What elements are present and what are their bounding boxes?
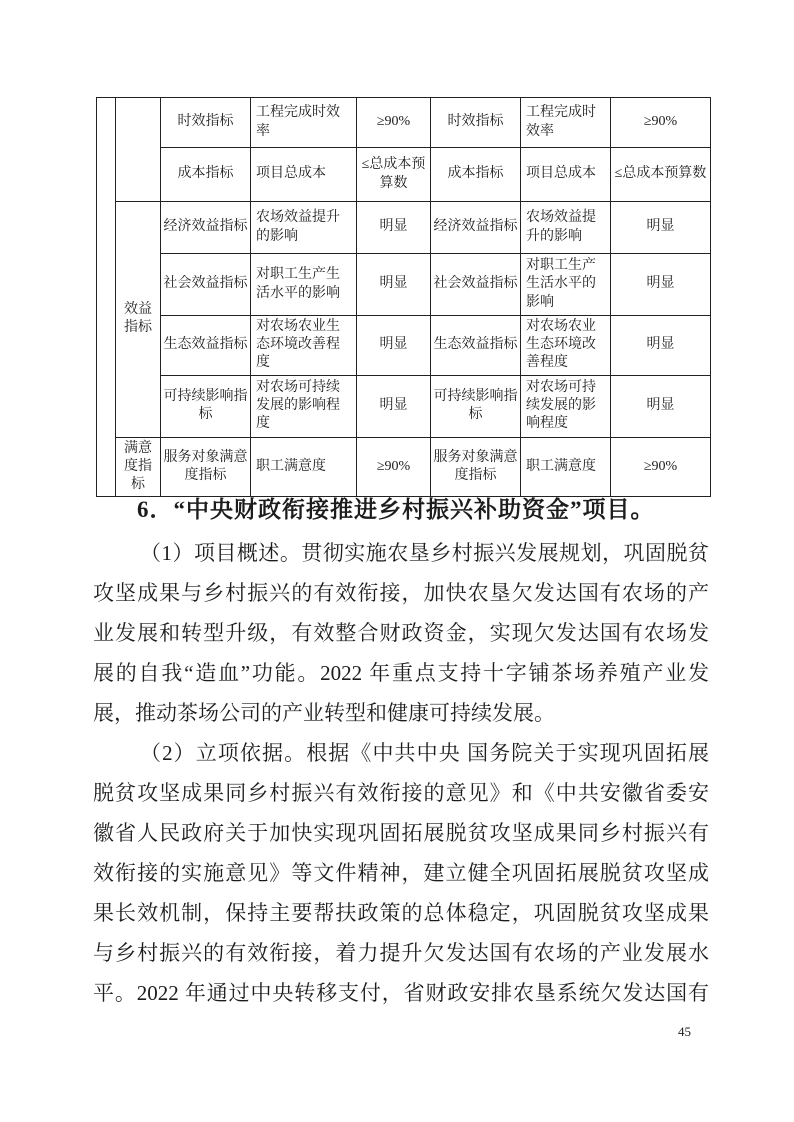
indicator-detail-cell: 对农场可持续发展的影响程度 xyxy=(521,375,611,437)
paragraph-line: 脱贫攻坚成果同乡村振兴有效衔接的意见》和《中共安徽省委安 xyxy=(93,781,709,805)
indicator-detail-cell: 项目总成本 xyxy=(251,148,357,202)
indicator-name-cell: 可持续影响指标 xyxy=(161,375,251,437)
indicator-detail-cell: 对农场农业生态环境改善程度 xyxy=(521,316,611,376)
indicator-detail-cell: 工程完成时效率 xyxy=(251,98,357,148)
indicator-group-cell xyxy=(116,98,161,202)
indicator-name-cell: 社会效益指标 xyxy=(431,254,521,316)
page-number: 45 xyxy=(678,1024,691,1039)
indicator-target-cell: 明显 xyxy=(611,316,711,376)
body-text xyxy=(93,533,709,1013)
indicator-target-cell: ≥90% xyxy=(611,437,711,497)
indicator-target-cell: ≥90% xyxy=(357,98,431,148)
indicator-detail-cell: 职工满意度 xyxy=(251,437,357,497)
indicator-detail-cell: 工程完成时效率 xyxy=(521,98,611,148)
indicator-name-cell: 服务对象满意度指标 xyxy=(431,437,521,497)
indicator-name-cell: 经济效益指标 xyxy=(161,202,251,254)
indicator-name-cell: 成本指标 xyxy=(161,148,251,202)
indicator-target-cell: 明显 xyxy=(357,316,431,376)
indicator-detail-cell: 对农场农业生态环境改善程度 xyxy=(251,316,357,376)
paragraph-line: 效衔接的实施意见》等文件精神，建立健全巩固拓展脱贫攻坚成 xyxy=(93,861,709,885)
paragraph-line: 与乡村振兴的有效衔接，着力提升欠发达国有农场的产业发展水 xyxy=(93,941,709,965)
table-row xyxy=(97,316,711,376)
indicator-target-cell: ≤总成本预算数 xyxy=(611,148,711,202)
paragraph-line: 业发展和转型升级，有效整合财政资金，实现欠发达国有农场发 xyxy=(93,621,709,645)
indicator-target-cell: ≥90% xyxy=(357,437,431,497)
indicator-target-cell: 明显 xyxy=(357,202,431,254)
indicator-target-cell: ≤总成本预算数 xyxy=(357,148,431,202)
indicator-name-cell: 服务对象满意度指标 xyxy=(161,437,251,497)
indicator-target-cell: 明显 xyxy=(357,254,431,316)
performance-indicators-table xyxy=(96,97,711,497)
paragraph-line: 果长效机制，保持主要帮扶政策的总体稳定，巩固脱贫攻坚成果 xyxy=(93,901,709,925)
indicator-target-cell: 明显 xyxy=(611,375,711,437)
indicator-name-cell: 成本指标 xyxy=(431,148,521,202)
indicator-target-cell: 明显 xyxy=(611,202,711,254)
performance-indicators-table-wrap xyxy=(96,97,711,497)
paragraph-line: 展，推动茶场公司的产业转型和健康可持续发展。 xyxy=(93,701,555,725)
table-row xyxy=(97,202,711,254)
indicator-detail-cell: 对职工生产生活水平的影响 xyxy=(251,254,357,316)
table-row xyxy=(97,375,711,437)
indicator-detail-cell: 对农场可持续发展的影响程度 xyxy=(251,375,357,437)
paragraph-line: （2）立项依据。根据《中共中央 国务院关于实现巩固拓展 xyxy=(140,741,709,765)
indicator-name-cell: 时效指标 xyxy=(161,98,251,148)
table-spanner-cell xyxy=(97,98,116,497)
indicator-detail-cell: 职工满意度 xyxy=(521,437,611,497)
indicator-detail-cell: 对职工生产生活水平的影响 xyxy=(521,254,611,316)
table-row xyxy=(97,98,711,148)
paragraph-line: 攻坚成果与乡村振兴的有效衔接，加快农垦欠发达国有农场的产 xyxy=(93,581,709,605)
indicator-target-cell: ≥90% xyxy=(611,98,711,148)
indicator-group-cell: 效益指标 xyxy=(116,202,161,438)
indicator-name-cell: 社会效益指标 xyxy=(161,254,251,316)
table-row xyxy=(97,437,711,497)
section-heading: 6．“中央财政衔接推进乡村振兴补助资金”项目。 xyxy=(137,497,655,522)
paragraph-line: 徽省人民政府关于加快实现巩固拓展脱贫攻坚成果同乡村振兴有 xyxy=(93,821,709,845)
indicator-name-cell: 生态效益指标 xyxy=(161,316,251,376)
paragraph-line: 平。2022 年通过中央转移支付，省财政安排农垦系统欠发达国有 xyxy=(93,981,709,1005)
indicator-group-cell: 满意度指标 xyxy=(116,437,161,497)
indicator-target-cell: 明显 xyxy=(357,375,431,437)
indicator-name-cell: 可持续影响指标 xyxy=(431,375,521,437)
indicator-target-cell: 明显 xyxy=(611,254,711,316)
paragraph-line: 展的自我“造血”功能。2022 年重点支持十字铺茶场养殖产业发 xyxy=(93,661,709,685)
indicator-name-cell: 时效指标 xyxy=(431,98,521,148)
indicator-name-cell: 生态效益指标 xyxy=(431,316,521,376)
indicator-name-cell: 经济效益指标 xyxy=(431,202,521,254)
indicator-detail-cell: 项目总成本 xyxy=(521,148,611,202)
paragraph-line: （1）项目概述。贯彻实施农垦乡村振兴发展规划，巩固脱贫 xyxy=(140,541,709,565)
table-row xyxy=(97,148,711,202)
table-row xyxy=(97,254,711,316)
indicator-detail-cell: 农场效益提升的影响 xyxy=(251,202,357,254)
indicator-detail-cell: 农场效益提升的影响 xyxy=(521,202,611,254)
